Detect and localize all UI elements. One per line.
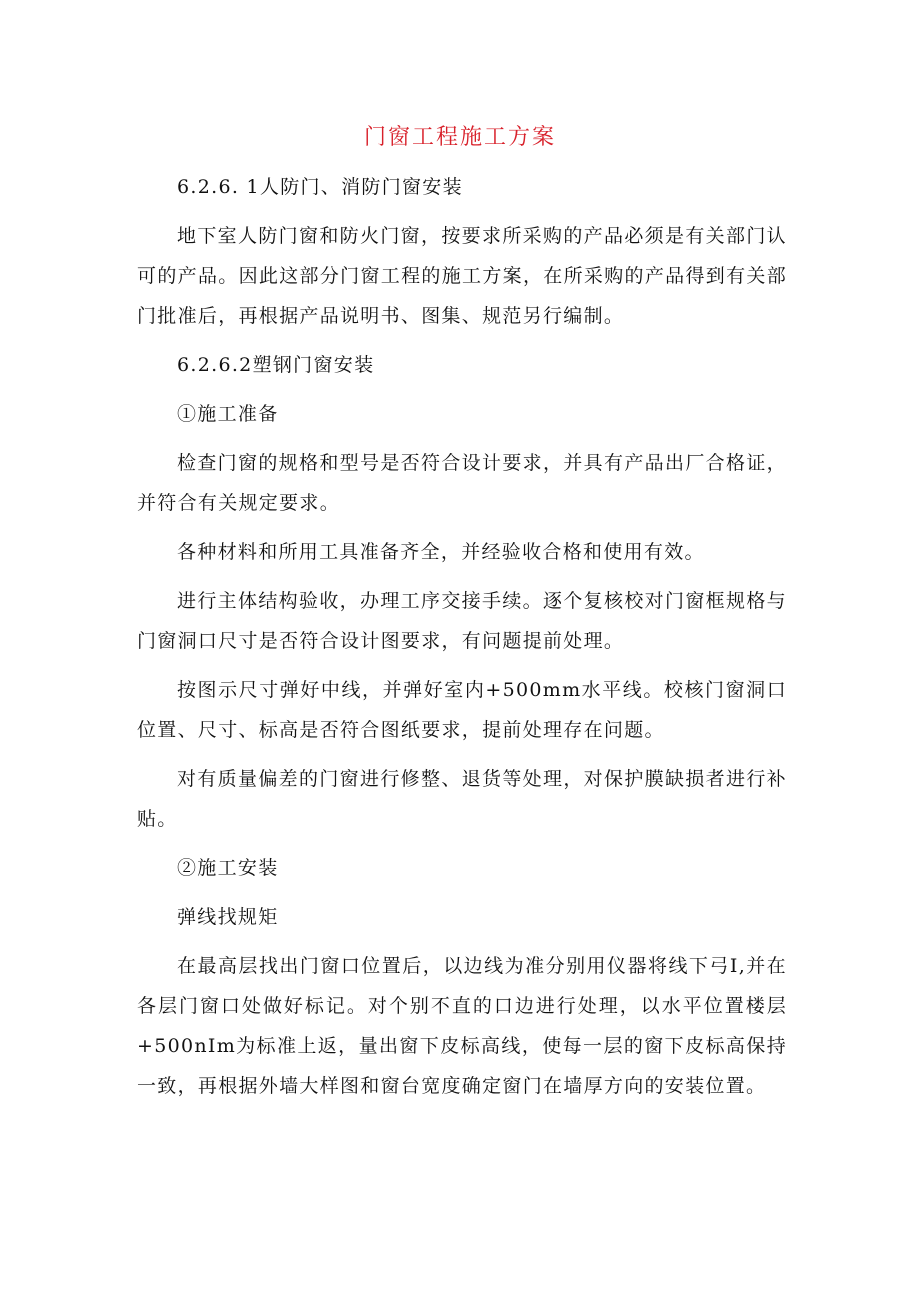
paragraph-snap-lines: 按图示尺寸弹好中线，并弹好室内+500mm水平线。校核门窗洞口位置、尺寸、标高是否符合图纸要求，提前处理存在问题。: [137, 679, 787, 741]
document-title: 门窗工程施工方案: [363, 125, 556, 150]
paragraph-materials-tools: 各种材料和所用工具准备齐全，并经验收合格和使用有效。: [177, 541, 705, 563]
paragraph-quality-deviation: 对有质量偏差的门窗进行修整、退货等处理，对保护膜缺损者进行补贴。: [137, 768, 787, 830]
section-heading-6-2-6-1: 6.2.6. 1人防门、消防门窗安装: [177, 176, 463, 198]
paragraph-window-position: 在最高层找出门窗口位置后，以边线为准分别用仪器将线下弓I,并在各层门窗口处做好标记。对个别不直的口边进行处理，以水平位置楼层+500nIm为标准上返，量出窗下皮标高线，使每一层的窗下皮标高保持一致，再根据外墙大样图和窗台宽度确定窗门在墙厚方向的安装位置。: [137, 955, 787, 1097]
subheading-construction-installation: ②施工安装: [177, 857, 279, 879]
document-body: [137, 167, 787, 1115]
subheading-line-snapping: 弹线找规矩: [177, 906, 279, 928]
paragraph-civil-defense-doors: 地下室人防门窗和防火门窗，按要求所采购的产品必须是有关部门认可的产品。因此这部分门窗工程的施工方案，在所采购的产品得到有关部门批准后，再根据产品说明书、图集、规范另行编制。: [137, 225, 787, 327]
paragraph-check-specifications: 检查门窗的规格和型号是否符合设计要求，并具有产品出厂合格证，并符合有关规定要求。: [137, 452, 787, 514]
subheading-construction-preparation: ①施工准备: [177, 403, 279, 425]
paragraph-structure-acceptance: 进行主体结构验收，办理工序交接手续。逐个复核校对门窗框规格与门窗洞口尺寸是否符合设计图要求，有问题提前处理。: [137, 590, 787, 652]
section-heading-6-2-6-2: 6.2.6.2塑钢门窗安装: [177, 354, 375, 376]
